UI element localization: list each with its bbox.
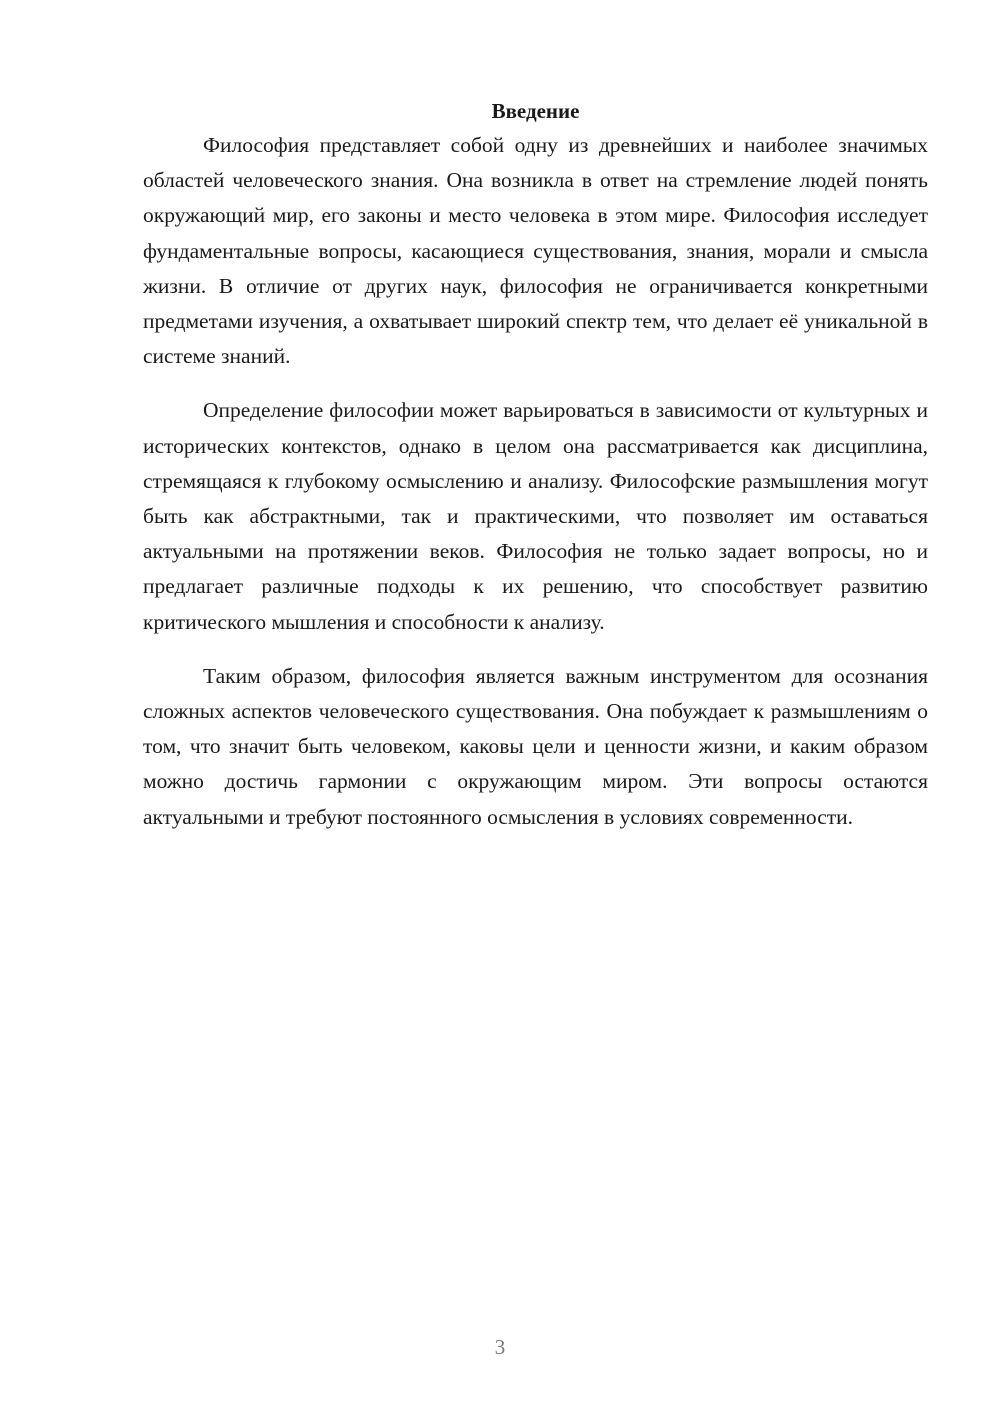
paragraph-1: Философия представляет собой одну из древнейших и наиболее значимых областей человеческого знания. Она возникла в ответ на стремление людей понять окружающий мир, его законы и место человека в этом мире. Философия исследует фундаментальные вопросы, касающиеся существования, знания, морали и смысла жизни. В отличие от других наук, философия не ограничивается конкретными предметами изучения, а охватывает широкий спектр тем, что делает её уникальной в системе знаний. xyxy=(143,133,928,369)
paragraph-3: Таким образом, философия является важным инструментом для осознания сложных аспектов человеческого существования. Она побуждает к размышлениям о том, что значит быть человеком, каковы цели и ценности жизни, и каким образом можно достичь гармонии с окружающим миром. Эти вопросы остаются актуальными и требуют постоянного осмысления в условиях современности. xyxy=(143,663,928,829)
paragraph-2: Определение философии может варьироваться в зависимости от культурных и исторических контекстов, однако в целом она рассматривается как дисциплина, стремящаяся к глубокому осмыслению и анализу. Философские размышления могут быть как абстрактными, так и практическими, что позволяет им оставаться актуальными на протяжении веков. Философия не только задает вопросы, но и предлагает различные подходы к их решению, что способствует развитию критического мышления и способности к анализу. xyxy=(143,398,928,634)
page-content xyxy=(143,96,928,854)
page-number: 3 xyxy=(494,1335,506,1359)
section-heading: Введение xyxy=(491,99,580,123)
